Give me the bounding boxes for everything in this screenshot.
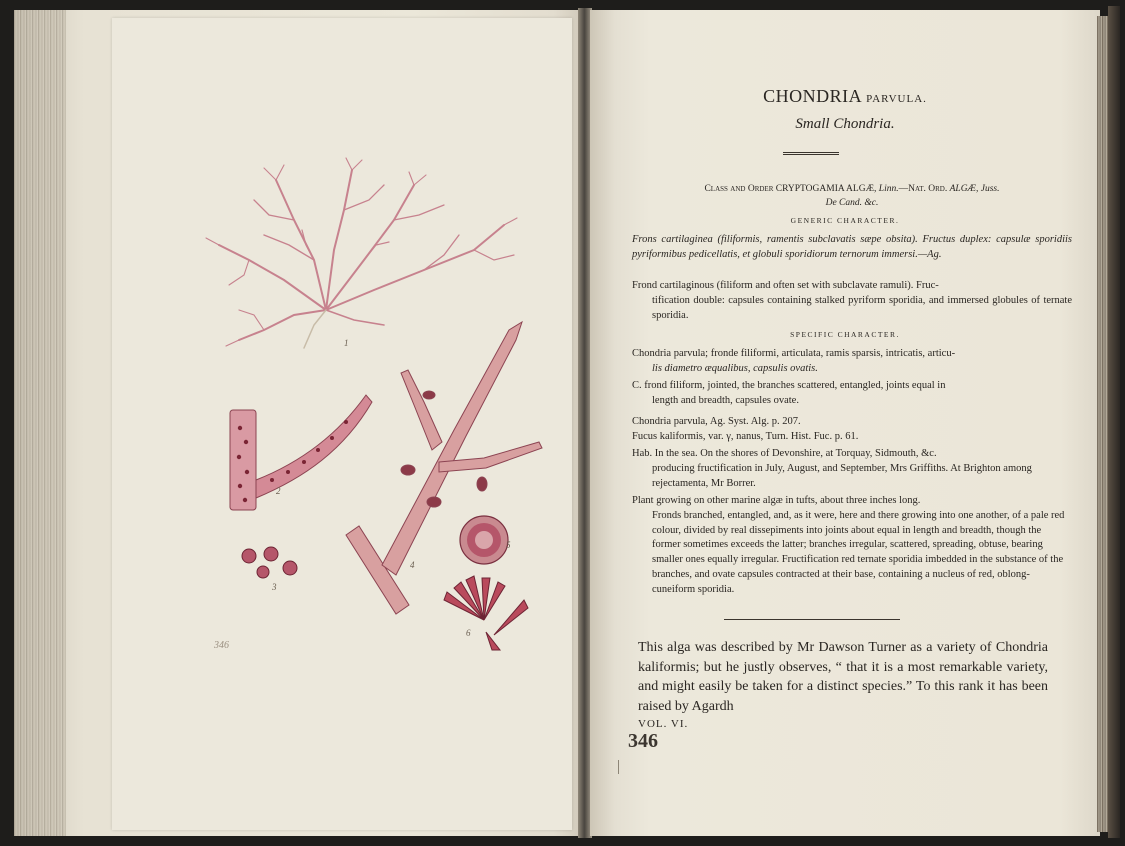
generic-character-latin: Frons cartilaginea (filiformis, ramentis subclavatis sæpe obsita). Fructus duplex: capsulæ sporidiis pyriformibus pedicellatis, et globuli sporidiorum ternorum immersi.—Ag. <box>632 234 1072 260</box>
title-species: PARVULA. <box>866 93 927 105</box>
class-name: CRYPTOGAMIA ALGÆ, <box>775 184 877 194</box>
figure-4-branch <box>346 322 542 614</box>
class-ref-linn: Linn. <box>878 184 899 194</box>
plant-rest: Fronds branched, entangled, and, as it were, here and there growing into one another, of a pale red colour, divided by real dissepiments into joints about equal in length and breadth, though the former sometimes exceeds the latter; branches irregular, scattered, spreading, obtuse, bearing smaller ones equally irregular. Fructification red ternate sporidia imbedded in the substance of the branches, and ovate capsules contracted at their base, containing a nucleus of red, oblong-cuneiform sporidia. <box>652 509 1065 595</box>
figure-label-4: 4 <box>410 560 415 570</box>
figure-label-2: 2 <box>276 486 281 496</box>
class-ref-juss: Juss. <box>980 184 1000 194</box>
margin-mark <box>618 760 619 774</box>
specific-latin-first-line: Chondria parvula; fronde filiformi, articulata, ramis sparsis, intricatis, articu- <box>632 348 956 359</box>
synonym-fucus: Fucus kaliformis, var. γ, nanus, Turn. Hist. Fuc. p. 61. <box>632 431 859 442</box>
figure-label-3: 3 <box>272 582 277 592</box>
figure-1-tuft <box>206 158 517 348</box>
page-title <box>590 86 1100 107</box>
plant-first-line: Plant growing on other marine algæ in tufts, about three inches long. <box>632 495 921 506</box>
figure-label-1: 1 <box>344 338 349 348</box>
alga-illustration <box>14 10 584 836</box>
generic-character-english <box>632 278 1072 323</box>
habitat-rest: producing fructification in July, August, and September, Mrs Griffiths. At Brighton among rejectamenta, Mr Borrer. <box>652 463 1032 489</box>
plant-description <box>632 494 1072 598</box>
figure-5-capsule <box>460 516 508 564</box>
section-rule <box>724 619 900 620</box>
plate-page-number: 346 <box>214 640 229 651</box>
habitat-paragraph <box>632 446 1072 491</box>
text-page <box>590 10 1100 836</box>
book-cover-edge <box>1108 6 1120 838</box>
page-number: 346 <box>628 730 658 752</box>
figure-label-6: 6 <box>466 628 471 638</box>
plate-page <box>14 10 584 836</box>
specific-latin-rest: lis diametro æqualibus, capsulis ovatis. <box>652 363 818 374</box>
figure-2-section <box>230 395 372 510</box>
specific-character-english <box>632 378 1072 408</box>
page-subtitle: Small Chondria. <box>795 116 895 132</box>
volume-signature: VOL. VI. <box>638 718 689 730</box>
specific-character-heading: SPECIFIC CHARACTER. <box>790 330 900 339</box>
generic-english-rest: tification double: capsules containing stalked pyriform sporidia, and immersed globules of ternate sporidia. <box>652 295 1072 321</box>
generic-english-first-line: Frond cartilaginous (filiform and often set with subclavate ramuli). Fruc- <box>632 280 939 291</box>
body-paragraph: This alga was described by Mr Dawson Turner as a variety of Chondria kaliformis; but he justly observes, “ that it is a most remarkable variety, and might easily be taken for a distinct species.” To this rank it has been raised by Agardh <box>638 640 1048 714</box>
specific-character-latin <box>632 346 1072 376</box>
synonym-chondria: Chondria parvula, Ag. Syst. Alg. p. 207. <box>632 416 801 427</box>
class-prefix: Class and Order <box>704 184 774 194</box>
figure-3-sporidia <box>242 547 297 578</box>
class-middle: —Nat. Ord. <box>898 184 948 194</box>
specific-english-rest: length and breadth, capsules ovate. <box>652 395 799 406</box>
figure-label-5: 5 <box>506 540 511 550</box>
generic-character-heading: GENERIC CHARACTER. <box>790 216 900 225</box>
title-main: CHONDRIA <box>763 86 862 106</box>
class-ref-decand: De Cand. &c. <box>825 198 879 208</box>
specific-english-first-line: C. frond filiform, jointed, the branches scattered, entangled, joints equal in <box>632 380 946 391</box>
class-order: ALGÆ, <box>949 184 979 194</box>
classification-line <box>632 182 1072 210</box>
habitat-first-line: Hab. In the sea. On the shores of Devonshire, at Torquay, Sidmouth, &c. <box>632 448 937 459</box>
figure-6-sporidia-fan <box>444 576 528 650</box>
title-rule <box>783 152 839 155</box>
